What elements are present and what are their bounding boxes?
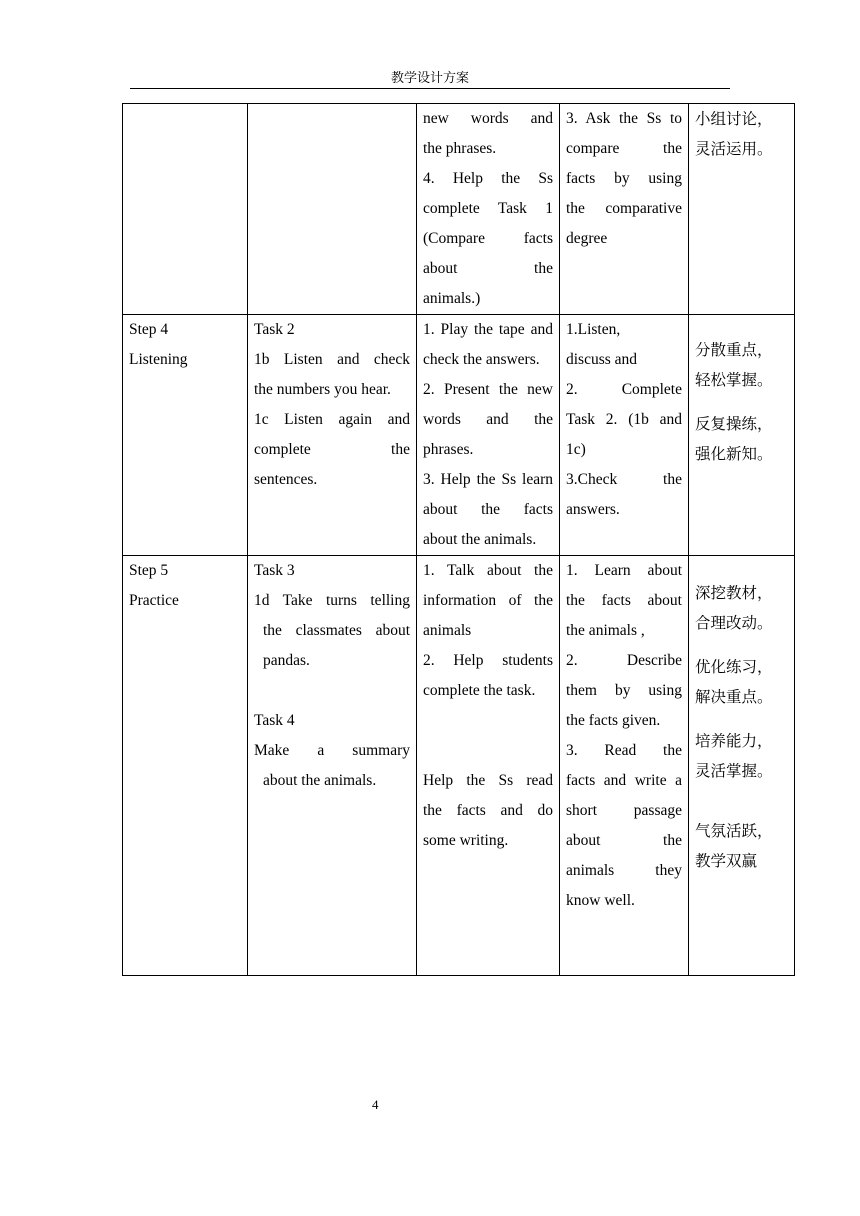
cell-line: 培养能力， <box>695 732 773 750</box>
cell-line: 2. Present the new <box>423 381 553 398</box>
cell-line: some writing. <box>423 832 509 849</box>
cell-line: the comparative <box>566 200 682 217</box>
cell-line: 教学双赢 <box>695 852 758 870</box>
cell-line: answers. <box>566 501 620 518</box>
cell-line: 4. Help the Ss <box>423 170 553 187</box>
purpose-cell <box>689 556 795 976</box>
cell-line: Task 3 <box>254 562 295 579</box>
cell-line: the facts about <box>566 592 682 609</box>
cell-line: 反复操练， <box>695 415 773 433</box>
cell-line: the numbers you hear. <box>254 381 391 398</box>
student-activity-cell <box>560 315 689 556</box>
cell-line: 1d Take turns telling <box>254 592 410 609</box>
cell-line: about the animals. <box>263 772 377 789</box>
purpose-cell <box>689 315 795 556</box>
cell-line: Step 5 <box>129 562 169 579</box>
cell-line: Task 2. (1b and <box>566 411 682 428</box>
table-row <box>123 315 795 556</box>
cell-line: 强化新知。 <box>695 445 773 463</box>
cell-line: 2. Complete <box>566 381 682 398</box>
cell-line: 2. Describe <box>566 652 682 669</box>
cell-line: complete the <box>254 441 410 458</box>
table-row <box>123 556 795 976</box>
cell-line: 1b Listen and check <box>254 351 410 368</box>
cell-line: animals they <box>566 862 682 879</box>
cell-line: the animals , <box>566 622 645 639</box>
cell-line: Step 4 <box>129 321 169 338</box>
cell-line: degree <box>566 230 608 247</box>
cell-line: about the <box>423 260 553 277</box>
cell-line: animals <box>423 622 472 639</box>
cell-line: 解决重点。 <box>695 688 773 706</box>
cell-line: 深挖教材， <box>695 584 773 602</box>
cell-line: 小组讨论， <box>695 110 773 128</box>
cell-line: phrases. <box>423 441 474 458</box>
cell-line: new words and <box>423 110 553 127</box>
cell-line: the facts and do <box>423 802 553 819</box>
cell-line: 1. Play the tape and <box>423 321 553 338</box>
cell-line: about the <box>566 832 682 849</box>
cell-line: 3. Read the <box>566 742 682 759</box>
cell-line: complete the task. <box>423 682 536 699</box>
task-cell <box>248 104 417 315</box>
cell-line: about the facts <box>423 501 553 518</box>
task-cell <box>248 556 417 976</box>
cell-line: 灵活掌握。 <box>695 762 773 780</box>
table-row <box>123 104 795 315</box>
task-cell <box>248 315 417 556</box>
cell-line: know well. <box>566 892 635 909</box>
cell-line: animals.) <box>423 290 481 307</box>
cell-line: discuss and <box>566 351 638 368</box>
header-divider <box>130 88 730 89</box>
cell-line: words and the <box>423 411 553 428</box>
cell-line: Listening <box>129 351 188 368</box>
cell-line: Task 2 <box>254 321 295 338</box>
cell-line: 1. Learn about <box>566 562 682 579</box>
cell-line: Task 4 <box>254 712 295 729</box>
cell-line: about the animals. <box>423 531 537 548</box>
teacher-activity-cell <box>417 315 560 556</box>
cell-line: 1.Listen, <box>566 321 621 338</box>
student-activity-cell <box>560 104 689 315</box>
cell-line: them by using <box>566 682 682 699</box>
cell-line: complete Task 1 <box>423 200 553 217</box>
student-activity-cell <box>560 556 689 976</box>
cell-line: 气氛活跃， <box>695 822 773 840</box>
page-number: 4 <box>372 1097 379 1112</box>
cell-line: 1c) <box>566 441 586 458</box>
cell-line: 3. Ask the Ss to <box>566 110 682 127</box>
cell-line: pandas. <box>263 652 310 669</box>
purpose-cell <box>689 104 795 315</box>
cell-line: Make a summary <box>254 742 410 759</box>
cell-line: check the answers. <box>423 351 540 368</box>
cell-line: 分散重点， <box>695 341 773 359</box>
cell-line: Help the Ss read <box>423 772 553 789</box>
cell-line: Practice <box>129 592 179 609</box>
cell-line: 1. Talk about the <box>423 562 553 579</box>
cell-line: 灵活运用。 <box>695 140 773 158</box>
cell-line: 3.Check the <box>566 471 682 488</box>
lesson-plan-table <box>122 103 795 976</box>
step-cell <box>123 315 248 556</box>
cell-line: 优化练习， <box>695 658 773 676</box>
cell-line: (Compare facts <box>423 230 553 247</box>
cell-line: 2. Help students <box>423 652 553 669</box>
teacher-activity-cell <box>417 104 560 315</box>
cell-line: 3. Help the Ss learn <box>423 471 553 488</box>
cell-line: facts by using <box>566 170 682 187</box>
cell-line: sentences. <box>254 471 318 488</box>
cell-line: the facts given. <box>566 712 661 729</box>
cell-line: the phrases. <box>423 140 497 157</box>
teacher-activity-cell <box>417 556 560 976</box>
step-cell <box>123 104 248 315</box>
cell-line: short passage <box>566 802 682 819</box>
cell-line: information of the <box>423 592 553 609</box>
cell-line: compare the <box>566 140 682 157</box>
cell-line: 合理改动。 <box>695 614 773 632</box>
cell-line: the classmates about <box>263 622 410 639</box>
cell-line: 轻松掌握。 <box>695 371 773 389</box>
page-header-title: 教学设计方案 <box>390 71 469 86</box>
cell-line: facts and write a <box>566 772 682 789</box>
cell-line: 1c Listen again and <box>254 411 410 428</box>
step-cell <box>123 556 248 976</box>
